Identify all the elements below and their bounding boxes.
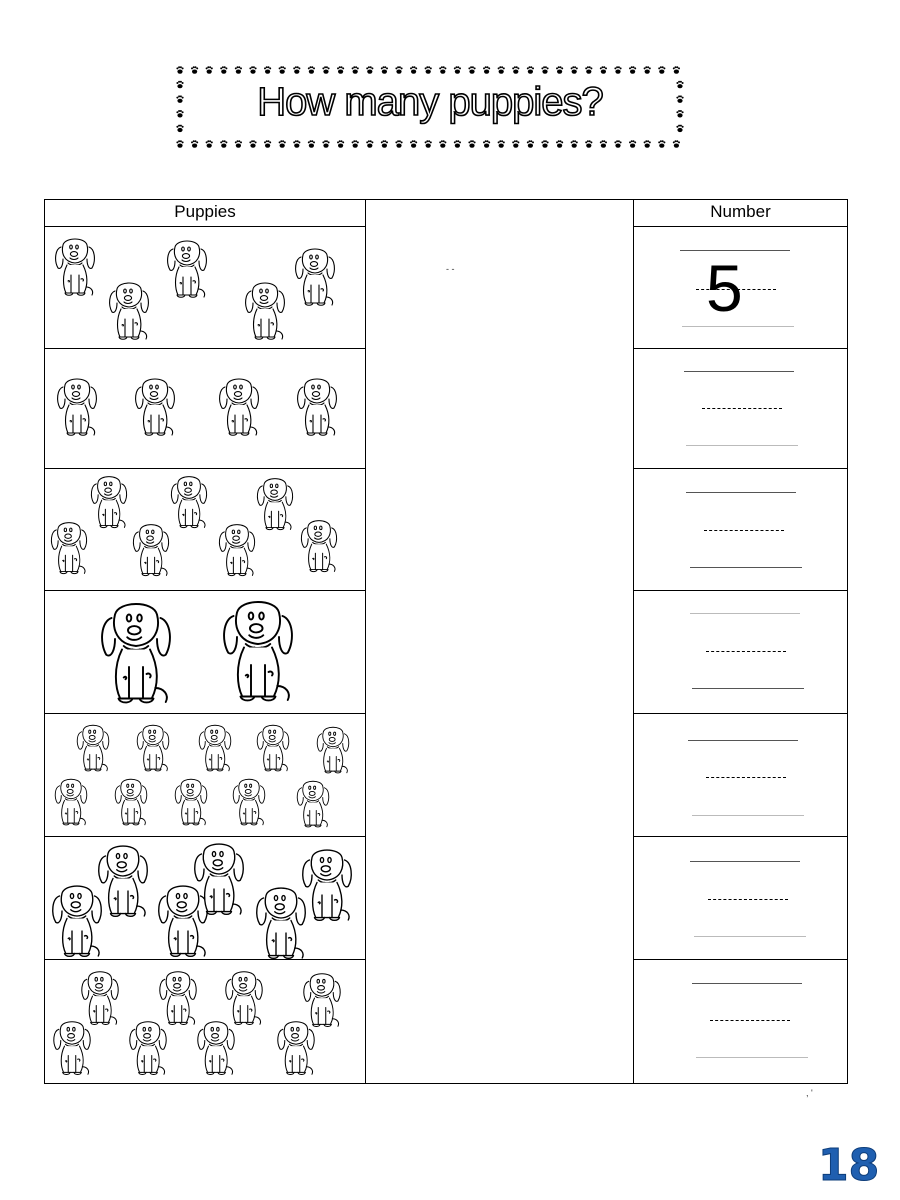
- paw-print-icon: [381, 66, 388, 74]
- paw-print-icon: [673, 140, 680, 148]
- paw-print-icon: [571, 66, 578, 74]
- paw-print-icon: [308, 66, 315, 74]
- mid-guide-line: [706, 777, 786, 778]
- puppy-icon: [49, 519, 89, 577]
- paw-print-icon: [644, 140, 651, 148]
- puppy-icon: [75, 722, 111, 774]
- paw-print-icon: [541, 66, 548, 74]
- paw-print-icon: [512, 66, 519, 74]
- paw-print-icon: [644, 66, 651, 74]
- paw-print-icon: [206, 140, 213, 148]
- puppy-icon: [133, 375, 177, 439]
- paw-print-icon: [249, 66, 256, 74]
- paw-print-icon: [264, 140, 271, 148]
- puppies-cell-row-6: [44, 836, 366, 960]
- mid-guide-line: [702, 408, 782, 409]
- puppy-icon: [89, 473, 129, 531]
- puppy-icon: [293, 245, 337, 309]
- puppy-icon: [127, 1018, 169, 1078]
- paw-print-icon: [264, 66, 271, 74]
- paw-print-icon: [337, 140, 344, 148]
- puppy-icon: [53, 776, 89, 828]
- puppy-icon: [295, 778, 331, 830]
- puppy-icon: [217, 375, 261, 439]
- paw-print-icon: [176, 125, 183, 133]
- paw-print-icon: [556, 66, 563, 74]
- paw-print-icon: [439, 140, 446, 148]
- paw-print-icon: [600, 140, 607, 148]
- paw-print-icon: [308, 140, 315, 148]
- puppies-cell-row-5: [44, 713, 366, 837]
- puppy-icon: [191, 839, 247, 919]
- puppy-icon: [275, 1018, 317, 1078]
- paw-print-icon: [220, 66, 227, 74]
- puppy-icon: [165, 237, 209, 301]
- paw-print-icon: [176, 66, 183, 74]
- paw-print-icon: [410, 140, 417, 148]
- paw-print-icon: [293, 66, 300, 74]
- puppy-icon: [231, 776, 267, 828]
- puppy-icon: [299, 517, 339, 575]
- paw-print-icon: [235, 140, 242, 148]
- paw-print-icon: [381, 140, 388, 148]
- paw-print-icon: [498, 66, 505, 74]
- number-header-label: Number: [710, 202, 771, 221]
- stray-mark: , ': [806, 1088, 813, 1098]
- paw-print-icon: [585, 140, 592, 148]
- puppy-icon: [131, 521, 171, 579]
- number-cell-row-6[interactable]: [633, 836, 848, 960]
- paw-print-icon: [600, 66, 607, 74]
- answer-text: 5: [706, 251, 743, 325]
- puppy-icon: [51, 1018, 93, 1078]
- puppy-icon: [169, 473, 209, 531]
- paw-print-icon: [352, 66, 359, 74]
- paw-print-icon: [206, 66, 213, 74]
- paw-print-icon: [676, 125, 683, 133]
- page-title: How many puppies?: [257, 80, 603, 124]
- paw-print-icon: [527, 66, 534, 74]
- puppies-cell-row-3: [44, 468, 366, 591]
- base-guide-line: [696, 1057, 808, 1058]
- paw-print-icon: [337, 66, 344, 74]
- paw-print-icon: [468, 66, 475, 74]
- puppies-header-label: Puppies: [174, 202, 236, 221]
- base-guide-line: [686, 445, 798, 446]
- puppies-cell-row-4: [44, 590, 366, 714]
- paw-print-icon: [614, 66, 621, 74]
- paw-print-icon: [483, 66, 490, 74]
- puppy-icon: [217, 521, 257, 579]
- number-header: [633, 199, 848, 227]
- top-guide-line: [690, 861, 800, 862]
- paw-print-icon: [571, 140, 578, 148]
- stray-mark: ‐ ‐: [446, 264, 455, 274]
- paw-print-icon: [498, 140, 505, 148]
- puppy-icon: [53, 235, 97, 299]
- puppies-cell-row-1: [44, 226, 366, 349]
- number-cell-row-7[interactable]: [633, 959, 848, 1084]
- paw-print-icon: [249, 140, 256, 148]
- paw-print-icon: [454, 140, 461, 148]
- puppy-icon: [55, 375, 99, 439]
- blank-column: [366, 199, 633, 1084]
- paw-print-icon: [454, 66, 461, 74]
- top-guide-line: [692, 983, 802, 984]
- number-cell-row-4[interactable]: [633, 590, 848, 714]
- paw-print-icon: [410, 66, 417, 74]
- mid-guide-line: [708, 899, 788, 900]
- paw-print-icon: [425, 66, 432, 74]
- number-cell-row-1[interactable]: [633, 226, 848, 349]
- paw-print-icon: [512, 140, 519, 148]
- number-cell-row-3[interactable]: [633, 468, 848, 591]
- paw-print-icon: [352, 140, 359, 148]
- number-cell-row-2[interactable]: [633, 348, 848, 469]
- paw-print-icon: [322, 66, 329, 74]
- puppy-icon: [95, 841, 151, 921]
- paw-print-icon: [658, 140, 665, 148]
- top-guide-line: [688, 740, 798, 741]
- paw-print-icon: [629, 66, 636, 74]
- paw-print-icon: [293, 140, 300, 148]
- mid-guide-line: [706, 651, 786, 652]
- paw-print-icon: [585, 66, 592, 74]
- paw-print-icon: [191, 66, 198, 74]
- mid-guide-line: [710, 1020, 790, 1021]
- puppy-icon: [107, 279, 151, 343]
- paw-print-icon: [176, 140, 183, 148]
- paw-print-icon: [658, 66, 665, 74]
- top-guide-line: [690, 613, 800, 614]
- number-cell-row-5[interactable]: [633, 713, 848, 837]
- paw-print-icon: [439, 66, 446, 74]
- paw-print-icon: [220, 140, 227, 148]
- paw-print-icon: [541, 140, 548, 148]
- title-banner: [172, 62, 688, 152]
- puppy-icon: [97, 597, 175, 709]
- mid-guide-line: [704, 530, 784, 531]
- paw-print-icon: [366, 140, 373, 148]
- puppy-icon: [299, 845, 355, 925]
- top-guide-line: [684, 371, 794, 372]
- base-guide-line: [690, 567, 802, 568]
- base-guide-line: [692, 815, 804, 816]
- base-guide-line: [694, 936, 806, 937]
- paw-print-icon: [235, 66, 242, 74]
- puppy-icon: [315, 724, 351, 776]
- paw-print-icon: [425, 140, 432, 148]
- puppy-icon: [295, 375, 339, 439]
- puppy-icon: [135, 722, 171, 774]
- paw-print-icon: [191, 140, 198, 148]
- base-guide-line: [682, 326, 794, 327]
- puppy-icon: [255, 722, 291, 774]
- page-number: 18: [818, 1140, 880, 1191]
- puppy-icon: [255, 475, 295, 533]
- puppy-icon: [243, 279, 287, 343]
- paw-print-icon: [366, 66, 373, 74]
- puppies-cell-row-7: [44, 959, 366, 1084]
- puppies-header: [44, 199, 366, 227]
- base-guide-line: [692, 688, 804, 689]
- puppy-icon: [173, 776, 209, 828]
- paw-print-icon: [614, 140, 621, 148]
- puppy-icon: [197, 722, 233, 774]
- paw-print-icon: [629, 140, 636, 148]
- top-guide-line: [686, 492, 796, 493]
- puppy-icon: [113, 776, 149, 828]
- paw-print-icon: [322, 140, 329, 148]
- paw-print-icon: [556, 140, 563, 148]
- puppy-icon: [195, 1018, 237, 1078]
- worksheet-table: [44, 199, 848, 1084]
- paw-print-icon: [527, 140, 534, 148]
- puppies-cell-row-2: [44, 348, 366, 469]
- paw-print-icon: [483, 140, 490, 148]
- paw-print-icon: [279, 140, 286, 148]
- paw-print-icon: [673, 66, 680, 74]
- paw-print-icon: [468, 140, 475, 148]
- puppy-icon: [219, 595, 297, 707]
- paw-print-icon: [279, 66, 286, 74]
- paw-print-icon: [395, 66, 402, 74]
- paw-print-icon: [395, 140, 402, 148]
